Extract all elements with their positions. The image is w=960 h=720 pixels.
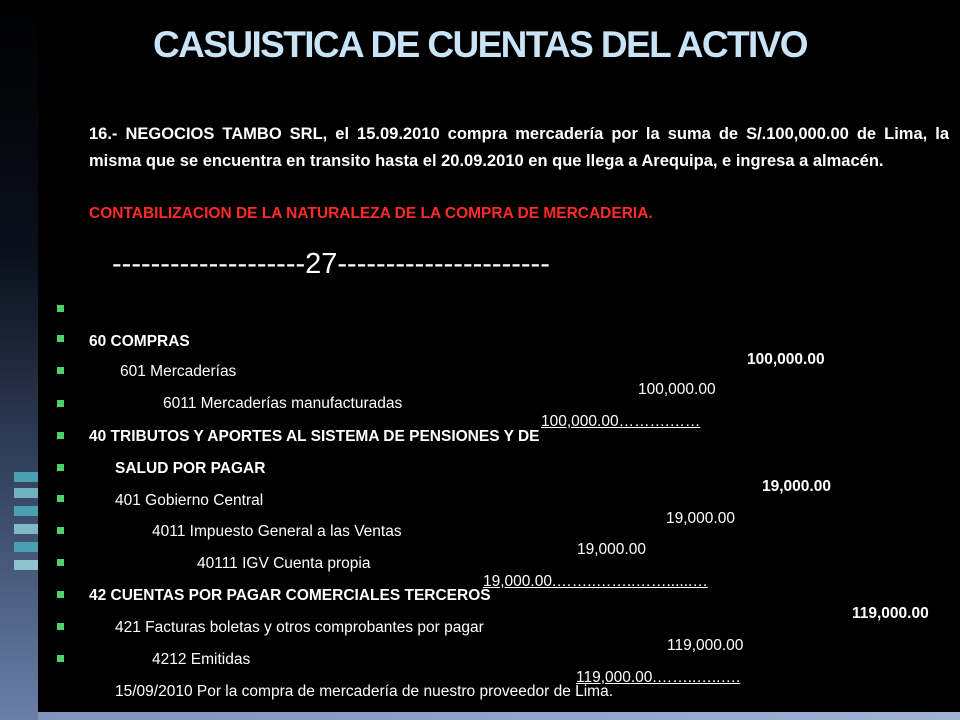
bullet-icon (57, 655, 64, 662)
list-item (0, 615, 960, 686)
list-item (0, 297, 960, 368)
list-item (0, 327, 960, 398)
account-amount: 100,000.00……….…… (541, 413, 701, 430)
journal-entry-number: --------------------27---------------------- (112, 248, 550, 280)
bullet-icon (57, 527, 64, 534)
list-item (0, 551, 960, 622)
section-subheading: CONTABILIZACION DE LA NATURALEZA DE LA COMPRA DE MERCADERIA. (89, 205, 653, 222)
account-label: 40111 IGV Cuenta propia (197, 555, 371, 572)
bullet-icon (57, 495, 64, 502)
bullet-icon (57, 367, 64, 374)
account-amount: 119,000.00.……..…..…. (576, 669, 741, 686)
account-amount: 100,000.00 (747, 351, 825, 368)
account-amount: 119,000.00 (852, 605, 929, 622)
list-item (0, 456, 960, 527)
account-label: 40 TRIBUTOS Y APORTES AL SISTEMA DE PENSIONES Y DE (89, 428, 540, 445)
account-label: 6011 Mercaderías manufacturadas (163, 395, 403, 412)
account-amount: 19,000.00 (666, 510, 735, 527)
entry-description: 15/09/2010 Por la compra de mercadería de nuestro proveedor de Lima. (115, 683, 614, 700)
bullet-icon (57, 591, 64, 598)
bullet-icon (57, 559, 64, 566)
bullet-icon (57, 623, 64, 630)
slide-title: CASUISTICA DE CUENTAS DEL ACTIVO (153, 24, 807, 65)
list-item (0, 487, 960, 558)
list-item (0, 424, 960, 495)
bullet-icon (57, 432, 64, 439)
list-item (0, 519, 960, 590)
account-label: 42 CUENTAS POR PAGAR COMERCIALES TERCEROS (89, 587, 491, 604)
problem-statement: 16.- NEGOCIOS TAMBO SRL, el 15.09.2010 compra mercadería por la suma de S/.100,000.00 de Lima, la misma que se encuentra en transito hasta el 20.09.2010 en que llega a Arequipa, e ingresa a almacén. (89, 125, 949, 170)
bullet-icon (57, 335, 64, 342)
account-amount: 119,000.00 (667, 637, 744, 654)
account-label: SALUD POR PAGAR (115, 460, 266, 477)
account-label: 4011 Impuesto General a las Ventas (152, 523, 402, 540)
list-item (0, 583, 960, 654)
account-amount: 19,000.00 (762, 478, 831, 495)
bullet-icon (57, 305, 64, 312)
account-label: 401 Gobierno Central (115, 492, 264, 509)
bullet-icon (57, 464, 64, 471)
account-amount: 19,000.00 (577, 541, 646, 558)
account-amount: 100,000.00 (638, 381, 716, 398)
account-label: 4212 Emitidas (152, 651, 251, 668)
bullet-icon (57, 400, 64, 407)
account-label: 60 COMPRAS (89, 333, 190, 350)
account-label: 601 Mercaderías (120, 363, 237, 380)
account-amount: 19,000.00.……..……..……......… (483, 573, 708, 590)
account-label: 421 Facturas boletas y otros comprobantes por pagar (115, 619, 484, 636)
list-item (0, 359, 960, 430)
